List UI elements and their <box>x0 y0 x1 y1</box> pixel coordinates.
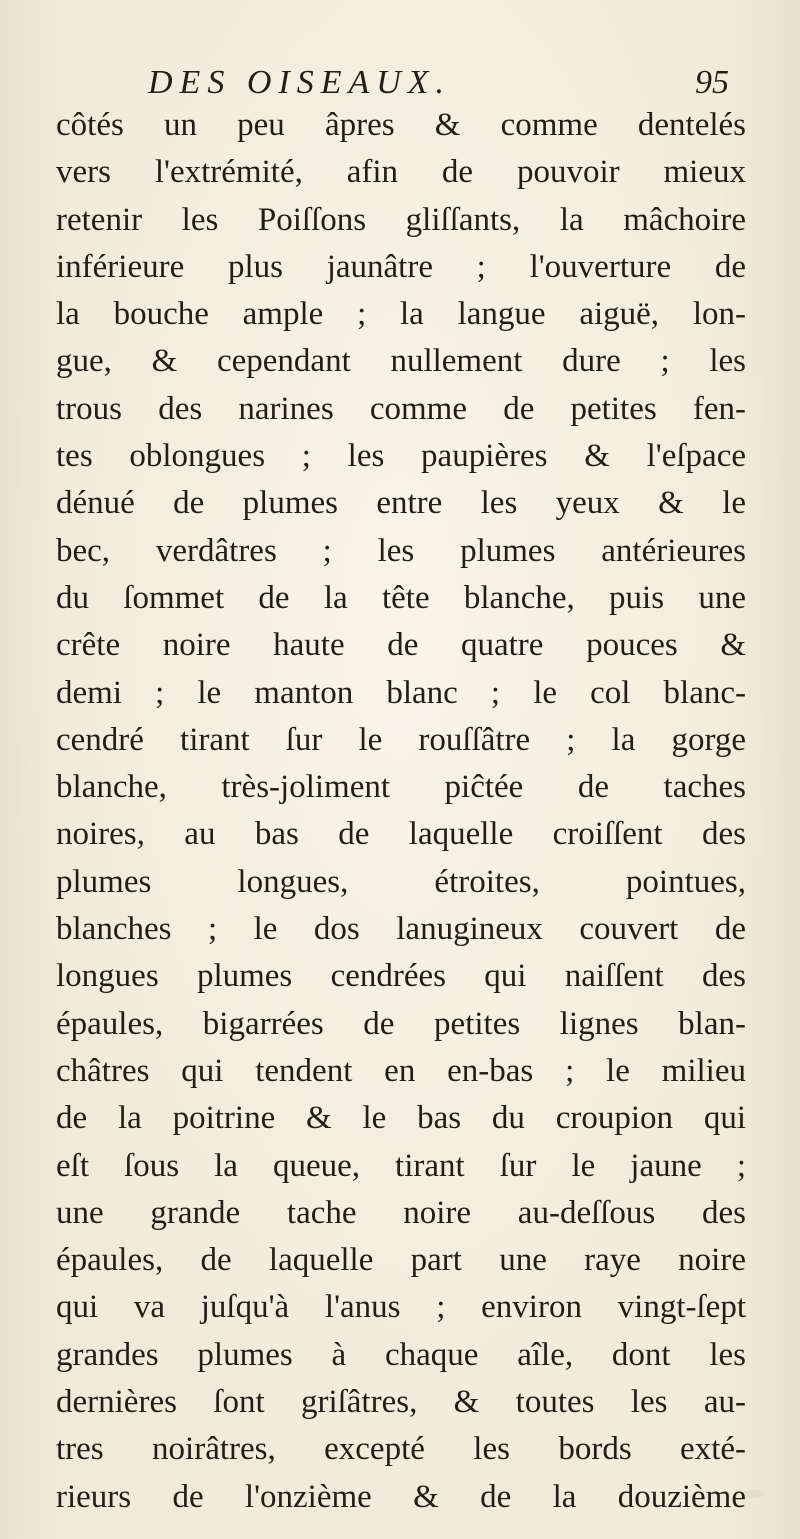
body-text <box>56 102 746 1521</box>
text-line: inférieure plus jaunâtre ; l'ouverture de <box>56 248 746 285</box>
text-line: retenir les Poiſſons gliſſants, la mâchoire <box>56 201 746 238</box>
text-line: une grande tache noire au-deſſous des <box>56 1194 746 1231</box>
text-line: noires, au bas de laquelle croiſſent des <box>56 816 746 853</box>
text-line: du ſommet de la tête blanche, puis une <box>56 579 746 616</box>
text-line: demi ; le manton blanc ; le col blanc- <box>56 674 746 711</box>
text-line: la bouche ample ; la langue aiguë, lon- <box>56 296 746 333</box>
text-line: vers l'extrémité, afin de pouvoir mieux <box>56 154 746 191</box>
text-line: côtés un peu âpres & comme dentelés <box>56 107 746 143</box>
text-line: dernières ſont griſâtres, & toutes les au- <box>56 1384 746 1421</box>
text-line: épaules, bigarrées de petites lignes blan- <box>56 1005 746 1042</box>
text-line: rieurs de l'onzième & de la douzième <box>56 1478 746 1515</box>
text-line: eſt ſous la queue, tirant ſur le jaune ; <box>56 1147 746 1184</box>
text-line: châtres qui tendent en en-bas ; le milieu <box>56 1052 746 1089</box>
text-line: épaules, de laquelle part une raye noire <box>56 1242 746 1279</box>
text-line: gue, & cependant nullement dure ; les <box>56 343 746 380</box>
text-line: blanche, très-joliment piĉtée de taches <box>56 769 746 806</box>
text-line: de la poitrine & le bas du croupion qui <box>56 1100 746 1137</box>
text-line: qui va juſqu'à l'anus ; environ vingt-ſept <box>56 1289 746 1326</box>
text-line: tes oblongues ; les paupières & l'eſpace <box>56 438 746 475</box>
text-line: longues plumes cendrées qui naiſſent des <box>56 958 746 995</box>
text-line: grandes plumes à chaque aîle, dont les <box>56 1336 746 1373</box>
running-title: DES OISEAUX. <box>148 64 452 101</box>
text-line: crête noire haute de quatre pouces & <box>56 627 746 664</box>
text-line: blanches ; le dos lanugineux couvert de <box>56 911 746 948</box>
text-line: cendré tirant ſur le rouſſâtre ; la gorge <box>56 721 746 758</box>
text-line: trous des narines comme de petites fen- <box>56 390 746 427</box>
text-line: dénué de plumes entre les yeux & le <box>56 485 746 522</box>
text-line: plumes longues, étroites, pointues, <box>56 863 746 900</box>
text-line: bec, verdâtres ; les plumes antérieures <box>56 532 746 569</box>
text-line: tres noirâtres, excepté les bords exté- <box>56 1431 746 1468</box>
page-number: 95 <box>695 64 729 101</box>
